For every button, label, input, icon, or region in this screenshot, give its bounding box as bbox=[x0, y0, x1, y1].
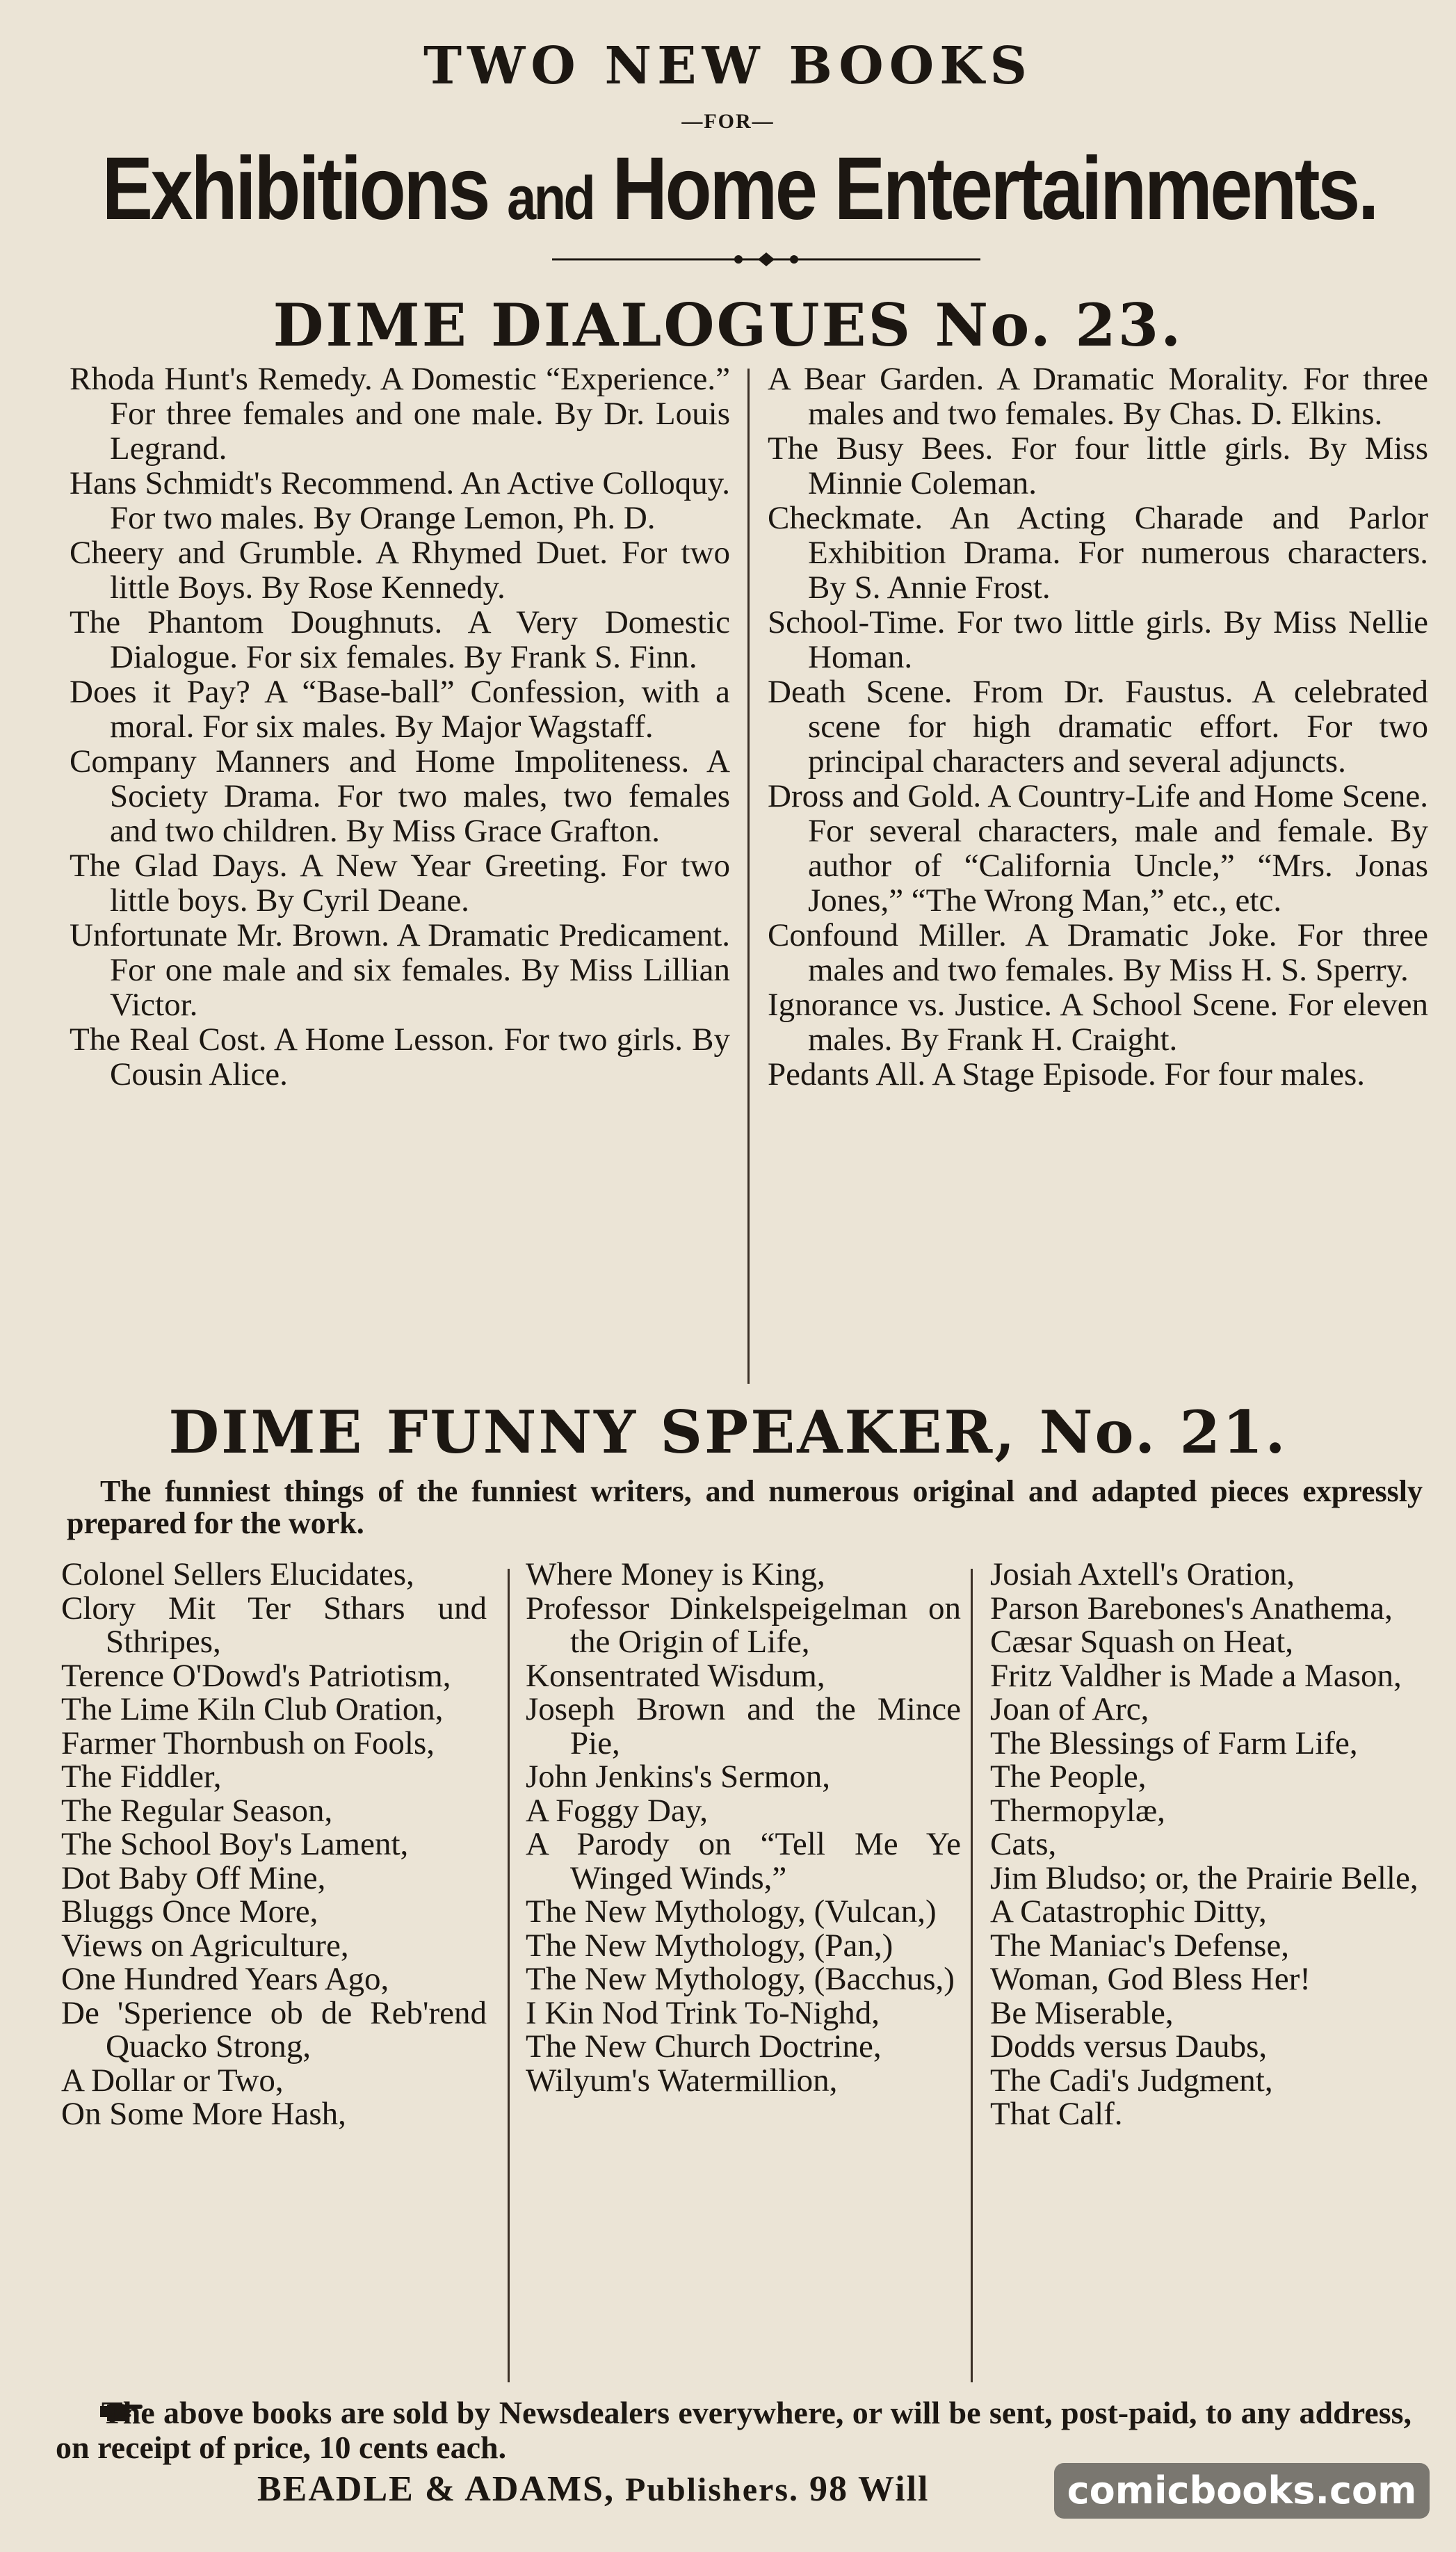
dialogue-entry: The Real Cost. A Home Lesson. For two girls. By Cousin Alice. bbox=[70, 1021, 730, 1092]
dialogue-entry: Pedants All. A Stage Episode. For four males. bbox=[768, 1056, 1365, 1092]
dialogue-entry: A Bear Garden. A Dramatic Morality. For three males and two females. By Chas. D. Elkins. bbox=[768, 361, 1428, 432]
column-divider bbox=[747, 369, 750, 1384]
speaker-item: The New Mythology, (Vulcan,) bbox=[526, 1893, 937, 1930]
dialogues-heading: DIME DIALOGUES No. 23. bbox=[273, 291, 1183, 360]
speaker-item: Thermopylæ, bbox=[990, 1792, 1165, 1829]
header-main-and: and bbox=[507, 163, 594, 232]
speaker-item: Bluggs Once More, bbox=[61, 1893, 318, 1930]
speaker-item: Colonel Sellers Elucidates, bbox=[61, 1556, 414, 1592]
speaker-item: Where Money is King, bbox=[526, 1556, 825, 1592]
publisher-label: Publishers. bbox=[624, 2471, 799, 2508]
speaker-item: Joseph Brown and the Mince Pie, bbox=[526, 1691, 961, 1761]
speaker-item: A Dollar or Two, bbox=[61, 2062, 284, 2099]
speaker-item: The New Mythology, (Bacchus,) bbox=[526, 1961, 955, 1997]
header-title: TWO NEW BOOKS bbox=[423, 36, 1033, 96]
watermark-badge: comicbooks.com bbox=[1054, 2463, 1430, 2519]
speaker-item: The Fiddler, bbox=[61, 1759, 222, 1795]
speaker-intro: The funniest things of the funniest writers, and numerous original and adapted pieces expressly prepared for the work. bbox=[67, 1474, 1423, 1540]
dialogue-entry: The Busy Bees. For four little girls. By Miss Minnie Coleman. bbox=[768, 430, 1428, 501]
dialogue-entry: Unfortunate Mr. Brown. A Dramatic Predicament. For one male and six females. By Miss Lillian Victor. bbox=[70, 917, 730, 1023]
speaker-item: The Lime Kiln Club Oration, bbox=[61, 1691, 444, 1727]
speaker-item: Cats, bbox=[990, 1826, 1057, 1862]
speaker-item: Farmer Thornbush on Fools, bbox=[61, 1725, 435, 1761]
speaker-column-1 bbox=[61, 1558, 487, 2131]
speaker-item: Views on Agriculture, bbox=[61, 1927, 349, 1964]
speaker-item: John Jenkins's Sermon, bbox=[526, 1759, 831, 1795]
footer-note: The above books are sold by Newsdealers everywhere, or will be sent, post-paid, to any address, on receipt of price, 10 cents each. bbox=[56, 2395, 1411, 2465]
speaker-item: The New Church Doctrine, bbox=[526, 2028, 882, 2065]
dialogue-entry: Checkmate. An Acting Charade and Parlor Exhibition Drama. For numerous characters. By S. Annie Frost. bbox=[768, 500, 1428, 606]
header-main-part2: Home Entertainments. bbox=[612, 139, 1377, 239]
speaker-item: Professor Dinkelspeigelman on the Origin of Life, bbox=[526, 1590, 961, 1660]
speaker-item: Be Miserable, bbox=[990, 1994, 1174, 2031]
ornament-divider bbox=[552, 249, 980, 270]
dialogue-entry: Dross and Gold. A Country-Life and Home Scene. For several characters, male and female. By author of “California Uncle,” “Mrs. Jonas Jones,” “The Wrong Man,” etc., etc. bbox=[768, 778, 1428, 919]
speaker-item: A Foggy Day, bbox=[526, 1792, 708, 1829]
speaker-item: The New Mythology, (Pan,) bbox=[526, 1927, 893, 1964]
header-for-label: —FOR— bbox=[681, 110, 775, 133]
speaker-item: De 'Sperience ob de Reb'rend Quacko Strong, bbox=[61, 1994, 487, 2065]
dialogue-entry: Does it Pay? A “Base-ball” Confession, with a moral. For six males. By Major Wagstaff. bbox=[70, 674, 730, 745]
dialogue-entry: Ignorance vs. Justice. A School Scene. For eleven males. By Frank H. Craight. bbox=[768, 987, 1428, 1058]
dialogue-entry: Death Scene. From Dr. Faustus. A celebrated scene for high dramatic effort. For two principal characters and several adjuncts. bbox=[768, 674, 1428, 780]
speaker-item: On Some More Hash, bbox=[61, 2096, 346, 2132]
speaker-item: Parson Barebones's Anathema, bbox=[990, 1590, 1393, 1626]
speaker-item: Dot Baby Off Mine, bbox=[61, 1859, 326, 1896]
header-main-part1: Exhibitions bbox=[102, 139, 488, 239]
dialogue-entry: The Glad Days. A New Year Greeting. For two little boys. By Cyril Deane. bbox=[70, 848, 730, 919]
speaker-item: Cæsar Squash on Heat, bbox=[990, 1624, 1294, 1660]
publisher-name: BEADLE & ADAMS, bbox=[257, 2469, 615, 2509]
speaker-item: One Hundred Years Ago, bbox=[61, 1961, 389, 1997]
speaker-item: The School Boy's Lament, bbox=[61, 1826, 409, 1862]
dialogue-entry: School-Time. For two little girls. By Miss Nellie Homan. bbox=[768, 604, 1428, 675]
speaker-item: Woman, God Bless Her! bbox=[990, 1961, 1311, 1997]
publisher-address: 98 Will bbox=[809, 2469, 930, 2509]
speaker-heading: DIME FUNNY SPEAKER, No. 21. bbox=[168, 1398, 1288, 1467]
speaker-item: The Regular Season, bbox=[61, 1792, 333, 1829]
speaker-column-3 bbox=[990, 1558, 1421, 2131]
column-divider bbox=[971, 1569, 973, 2382]
header-main-title bbox=[102, 138, 1377, 240]
speaker-item: Joan of Arc, bbox=[990, 1691, 1149, 1727]
column-divider bbox=[508, 1569, 510, 2382]
speaker-item: I Kin Nod Trink To-Nighd, bbox=[526, 1994, 880, 2031]
speaker-column-2 bbox=[526, 1558, 961, 2097]
dialogue-entry: Hans Schmidt's Recommend. An Active Colloquy. For two males. By Orange Lemon, Ph. D. bbox=[70, 465, 730, 536]
publisher-line bbox=[257, 2469, 929, 2510]
dialogue-entry: The Phantom Doughnuts. A Very Domestic Dialogue. For six females. By Frank S. Finn. bbox=[70, 604, 730, 675]
speaker-item: A Parody on “Tell Me Ye Winged Winds,” bbox=[526, 1826, 961, 1896]
speaker-item: Terence O'Dowd's Patriotism, bbox=[61, 1657, 451, 1694]
dialogues-right-column bbox=[768, 362, 1428, 1092]
dialogue-entry: Company Manners and Home Impoliteness. A Society Drama. For two males, two females and two children. By Miss Grace Grafton. bbox=[70, 743, 730, 849]
speaker-item: Wilyum's Watermillion, bbox=[526, 2062, 838, 2099]
dialogue-entry: Cheery and Grumble. A Rhymed Duet. For two little Boys. By Rose Kennedy. bbox=[70, 535, 730, 606]
speaker-item: That Calf. bbox=[990, 2096, 1123, 2132]
speaker-item: The Cadi's Judgment, bbox=[990, 2062, 1273, 2099]
speaker-item: Fritz Valdher is Made a Mason, bbox=[990, 1657, 1402, 1694]
speaker-item: The Blessings of Farm Life, bbox=[990, 1725, 1358, 1761]
dialogue-entry: Confound Miller. A Dramatic Joke. For three males and two females. By Miss H. S. Sperry. bbox=[768, 917, 1428, 988]
speaker-item: Josiah Axtell's Oration, bbox=[990, 1556, 1295, 1592]
speaker-item: Clory Mit Ter Sthars und Sthripes, bbox=[61, 1590, 487, 1660]
speaker-item: The People, bbox=[990, 1759, 1147, 1795]
speaker-item: A Catastrophic Ditty, bbox=[990, 1893, 1267, 1930]
speaker-item: Jim Bludso; or, the Prairie Belle, bbox=[990, 1859, 1418, 1896]
dialogues-left-column bbox=[70, 362, 730, 1092]
speaker-item: Dodds versus Daubs, bbox=[990, 2028, 1268, 2065]
dialogue-entry: Rhoda Hunt's Remedy. A Domestic “Experience.” For three females and one male. By Dr. Louis Legrand. bbox=[70, 361, 730, 467]
speaker-item: Konsentrated Wisdum, bbox=[526, 1657, 825, 1694]
speaker-item: The Maniac's Defense, bbox=[990, 1927, 1289, 1964]
